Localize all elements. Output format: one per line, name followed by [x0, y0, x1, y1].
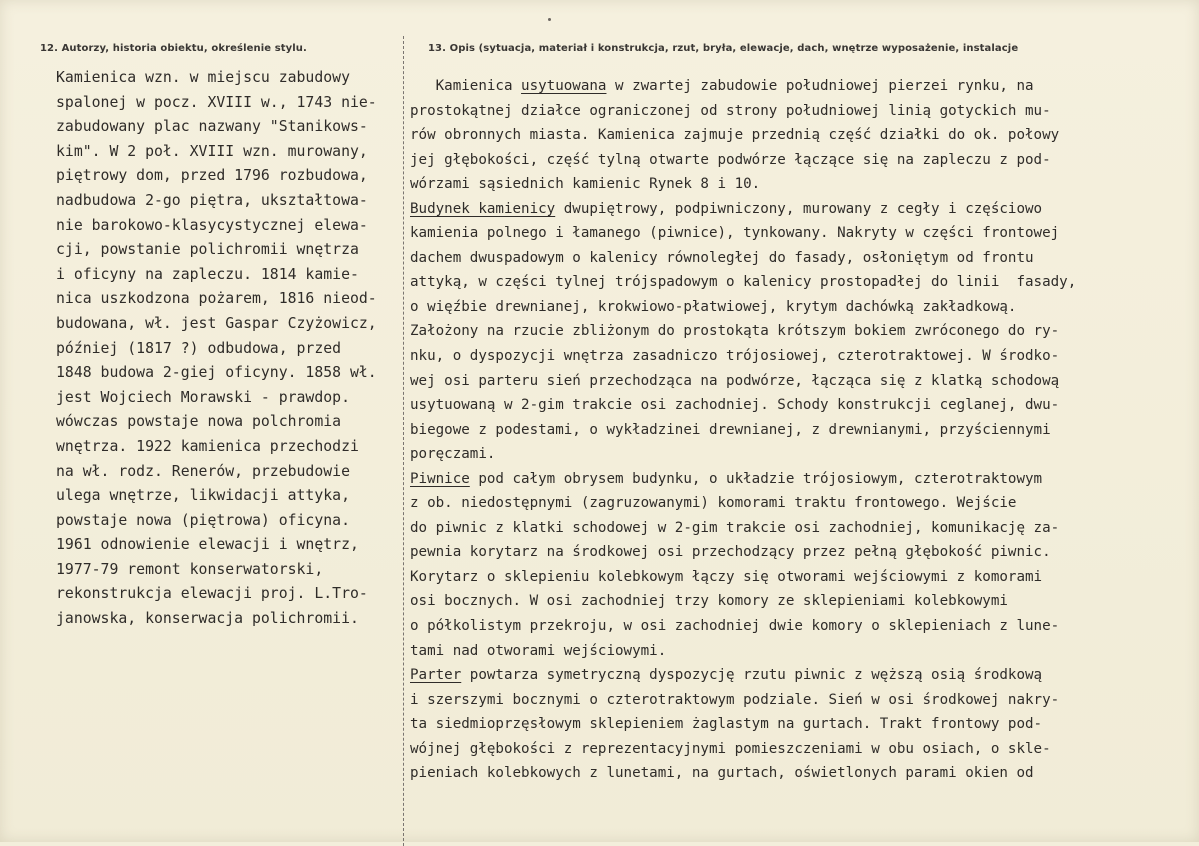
history-line: cji, powstanie polichromii wnętrza [56, 241, 359, 259]
punch-dot [548, 18, 551, 21]
history-line: wnętrza. 1922 kamienica przechodzi [56, 437, 359, 455]
line-text: do piwnic z klatki schodowej w 2-gim trakcie osi zachodniej, komunikację za- [410, 519, 1060, 536]
history-line: wówczas powstaje nowa polchromia [56, 413, 342, 431]
history-line: piętrowy dom, przed 1796 rozbudowa, [56, 167, 368, 185]
description-line [410, 221, 1190, 246]
description-line [410, 393, 1190, 418]
description-text-column [410, 74, 1190, 786]
line-text: ta siedmioprzęsłowym sklepieniem żaglastym na gurtach. Trakt frontowy pod- [410, 716, 1043, 733]
history-line: ulega wnętrze, likwidacji attyka, [56, 487, 350, 505]
description-line [410, 270, 1190, 295]
description-line [410, 639, 1190, 664]
line-text: wórzami sąsiednich kamienic Rynek 8 i 10. [410, 176, 761, 193]
description-line [410, 246, 1190, 271]
line-text: pieniach kolebkowych z lunetami, na gurtach, oświetlonych parami okien od [410, 765, 1034, 782]
history-line: zabudowany plac nazwany "Stanikows- [56, 118, 368, 136]
underlined-keyword: usytuowana [521, 78, 607, 94]
line-text: kamienia polnego i łamanego (piwnice), tynkowany. Nakryty w części frontowej [410, 225, 1060, 242]
description-line [410, 589, 1190, 614]
underlined-keyword: Budynek kamienicy [410, 200, 556, 217]
history-line: na wł. rodz. Renerów, przebudowie [56, 462, 350, 480]
history-line: jest Wojciech Morawski - prawdop. [56, 388, 350, 406]
description-line [410, 418, 1190, 443]
history-line: nie barokowo-klasycystycznej elewa- [56, 216, 368, 234]
line-text: attyką, w części tylnej trójspadowym o kalenicy prostopadłej do linii fasady, [410, 274, 1077, 291]
description-line [410, 344, 1190, 369]
description-line [410, 442, 1190, 467]
line-text: Założony na rzucie zbliżonym do prostokąta krótszym bokiem zwróconego do ry- [410, 323, 1060, 340]
history-line: później (1817 ?) odbudowa, przed [56, 339, 342, 357]
line-text: powtarza symetryczną dyspozycję rzutu piwnic z węższą osią środkową [461, 667, 1043, 684]
history-line: spalonej w pocz. XVIII w., 1743 nie- [56, 93, 377, 111]
section-13-header: 13. Opis (sytuacja, materiał i konstrukcja, rzut, bryła, elewacje, dach, wnętrze wyposażenie, instalacje [428, 43, 1019, 54]
line-text: poręczami. [410, 446, 496, 463]
history-line: Kamienica wzn. w miejscu zabudowy [56, 69, 350, 86]
line-text: Korytarz o sklepieniu kolebkowym łączy się otworami wejściowymi z komorami [410, 568, 1043, 585]
description-line [410, 614, 1190, 639]
underlined-keyword: Parter [410, 667, 462, 684]
line-text: usytuowaną w 2-gim trakcie osi zachodniej. Schody konstrukcji ceglanej, dwu- [410, 397, 1060, 414]
history-line: powstaje nowa (piętrowa) oficyna. [56, 511, 350, 529]
history-line: janowska, konserwacja polichromii. [56, 610, 359, 628]
description-line [410, 197, 1190, 222]
line-text: dwupiętrowy, podpiwniczony, murowany z cegły i częściowo [555, 200, 1043, 217]
description-line [410, 737, 1190, 762]
description-line [410, 688, 1190, 713]
description-line [410, 565, 1190, 590]
description-line [410, 74, 1190, 99]
description-line [410, 123, 1190, 148]
line-text: tami nad otworami wejściowymi. [410, 642, 667, 659]
line-text: o więźbie drewnianej, krokwiowo-płatwiowej, krytym dachówką zakładkową. [410, 298, 1017, 315]
history-line: nadbudowa 2-go piętra, ukształtowa- [56, 191, 368, 209]
line-text: w zwartej zabudowie południowej pierzei rynku, na [606, 78, 1034, 94]
description-line [410, 295, 1190, 320]
section-12-header: 12. Autorzy, historia obiektu, określenie stylu. [40, 43, 307, 54]
line-prefix: Kamienica [410, 78, 522, 94]
description-line [410, 467, 1190, 492]
description-line [410, 369, 1190, 394]
description-line [410, 491, 1190, 516]
description-line [410, 761, 1190, 786]
description-line [410, 516, 1190, 541]
history-line: 1977-79 remont konserwatorski, [56, 560, 324, 578]
line-text: wej osi parteru sień przechodząca na podwórze, łącząca się z klatką schodową [410, 372, 1060, 389]
line-text: prostokątnej działce ograniczonej od strony południowej linią gotyckich mu- [410, 102, 1051, 119]
line-text: jej głębokości, część tylną otwarte podwórze łączące się na zapleczu z pod- [410, 151, 1051, 168]
description-line [410, 319, 1190, 344]
description-line [410, 712, 1190, 737]
history-line: nica uszkodzona pożarem, 1816 nieod- [56, 290, 377, 308]
history-line: budowana, wł. jest Gaspar Czyżowicz, [56, 314, 377, 332]
line-text: dachem dwuspadowym o kalenicy równoległej do fasady, osłoniętym od frontu [410, 249, 1034, 266]
history-line: kim". W 2 poł. XVIII wzn. murowany, [56, 142, 368, 160]
line-text: nku, o dyspozycji wnętrza zasadniczo trójosiowej, czterotraktowej. W środko- [410, 348, 1060, 365]
line-text: o półkolistym przekroju, w osi zachodniej dwie komory o sklepieniach z lune- [410, 618, 1060, 635]
column-divider [403, 36, 404, 846]
line-text: rów obronnych miasta. Kamienica zajmuje przednią część działki do ok. połowy [410, 127, 1060, 144]
history-text-column [56, 66, 401, 632]
line-text: pewnia korytarz na środkowej osi przechodzący przez pełną głębokość piwnic. [410, 544, 1051, 561]
history-line: i oficyny na zapleczu. 1814 kamie- [56, 265, 359, 283]
line-text: biegowe z podestami, o wykładzinei drewnianej, z drewnianymi, przyściennymi [410, 421, 1051, 438]
history-line: 1961 odnowienie elewacji i wnętrz, [56, 536, 359, 554]
description-line [410, 540, 1190, 565]
description-line [410, 148, 1190, 173]
description-line [410, 99, 1190, 124]
line-text: z ob. niedostępnymi (zagruzowanymi) komorami traktu frontowego. Wejście [410, 495, 1017, 512]
line-text: wójnej głębokości z reprezentacyjnymi pomieszczeniami w obu osiach, o skle- [410, 740, 1051, 757]
history-line: 1848 budowa 2-giej oficyny. 1858 wł. [56, 364, 377, 382]
line-text: i szerszymi bocznymi o czterotraktowym podziale. Sień w osi środkowej nakry- [410, 691, 1060, 708]
line-text: osi bocznych. W osi zachodniej trzy komory ze sklepieniami kolebkowymi [410, 593, 1008, 610]
description-line [410, 663, 1190, 688]
line-text: pod całym obrysem budynku, o układzie trójosiowym, czterotraktowym [469, 470, 1043, 487]
description-line [410, 172, 1190, 197]
history-line: rekonstrukcja elewacji proj. L.Tro- [56, 585, 368, 603]
underlined-keyword: Piwnice [410, 470, 470, 487]
